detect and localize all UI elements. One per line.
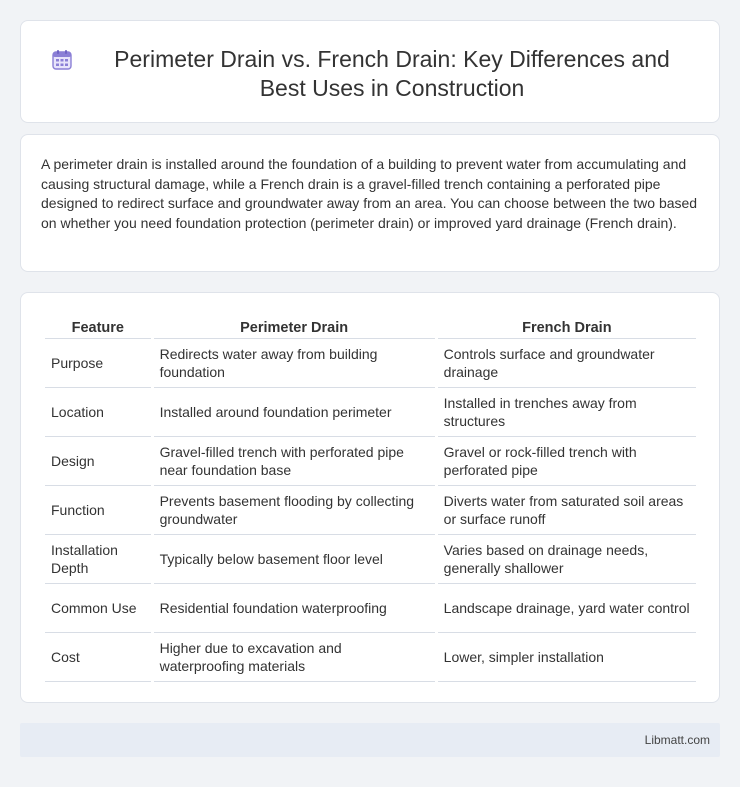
feature-cell: Purpose <box>45 339 151 388</box>
table-header-row <box>45 315 696 339</box>
table-row <box>45 437 696 486</box>
page-title: Perimeter Drain vs. French Drain: Key Differences and Best Uses in Construction <box>114 46 670 101</box>
table-row <box>45 633 696 682</box>
footer-site-link[interactable]: Libmatt.com <box>644 733 710 747</box>
table-row <box>45 339 696 388</box>
perimeter-cell: Gravel-filled trench with perforated pipe near foundation base <box>154 437 435 486</box>
feature-cell: Cost <box>45 633 151 682</box>
feature-cell: Design <box>45 437 151 486</box>
perimeter-cell: Installed around foundation perimeter <box>154 388 435 437</box>
table-row <box>45 486 696 535</box>
french-cell: Landscape drainage, yard water control <box>438 584 696 633</box>
perimeter-cell: Prevents basement flooding by collecting groundwater <box>154 486 435 535</box>
feature-cell: Installation Depth <box>45 535 151 584</box>
comparison-table <box>42 315 699 682</box>
french-cell: Gravel or rock-filled trench with perforated pipe <box>438 437 696 486</box>
table-row <box>45 388 696 437</box>
french-cell: Varies based on drainage needs, generally shallower <box>438 535 696 584</box>
perimeter-cell: Higher due to excavation and waterproofing materials <box>154 633 435 682</box>
intro-card <box>20 134 720 272</box>
french-cell: Lower, simpler installation <box>438 633 696 682</box>
table-row <box>45 584 696 633</box>
comparison-card <box>20 292 720 703</box>
header-perimeter-drain: Perimeter Drain <box>154 315 435 339</box>
french-cell: Controls surface and groundwater drainage <box>438 339 696 388</box>
feature-cell: Common Use <box>45 584 151 633</box>
perimeter-cell: Typically below basement floor level <box>154 535 435 584</box>
perimeter-cell: Residential foundation waterproofing <box>154 584 435 633</box>
feature-cell: Location <box>45 388 151 437</box>
calendar-icon <box>51 49 73 71</box>
french-cell: Diverts water from saturated soil areas or surface runoff <box>438 486 696 535</box>
title-card <box>20 20 720 123</box>
header-french-drain: French Drain <box>438 315 696 339</box>
footer <box>20 723 720 757</box>
intro-paragraph: A perimeter drain is installed around the foundation of a building to prevent water from accumulating and causing structural damage, while a French drain is a gravel-filled trench containing a perforated pipe designed to redirect surface and groundwater away from an area. You can choose between the two based on whether you need foundation protection (perimeter drain) or improved yard drainage (French drain). <box>41 156 698 231</box>
header-feature: Feature <box>45 315 151 339</box>
feature-cell: Function <box>45 486 151 535</box>
french-cell: Installed in trenches away from structures <box>438 388 696 437</box>
table-row <box>45 535 696 584</box>
perimeter-cell: Redirects water away from building foundation <box>154 339 435 388</box>
